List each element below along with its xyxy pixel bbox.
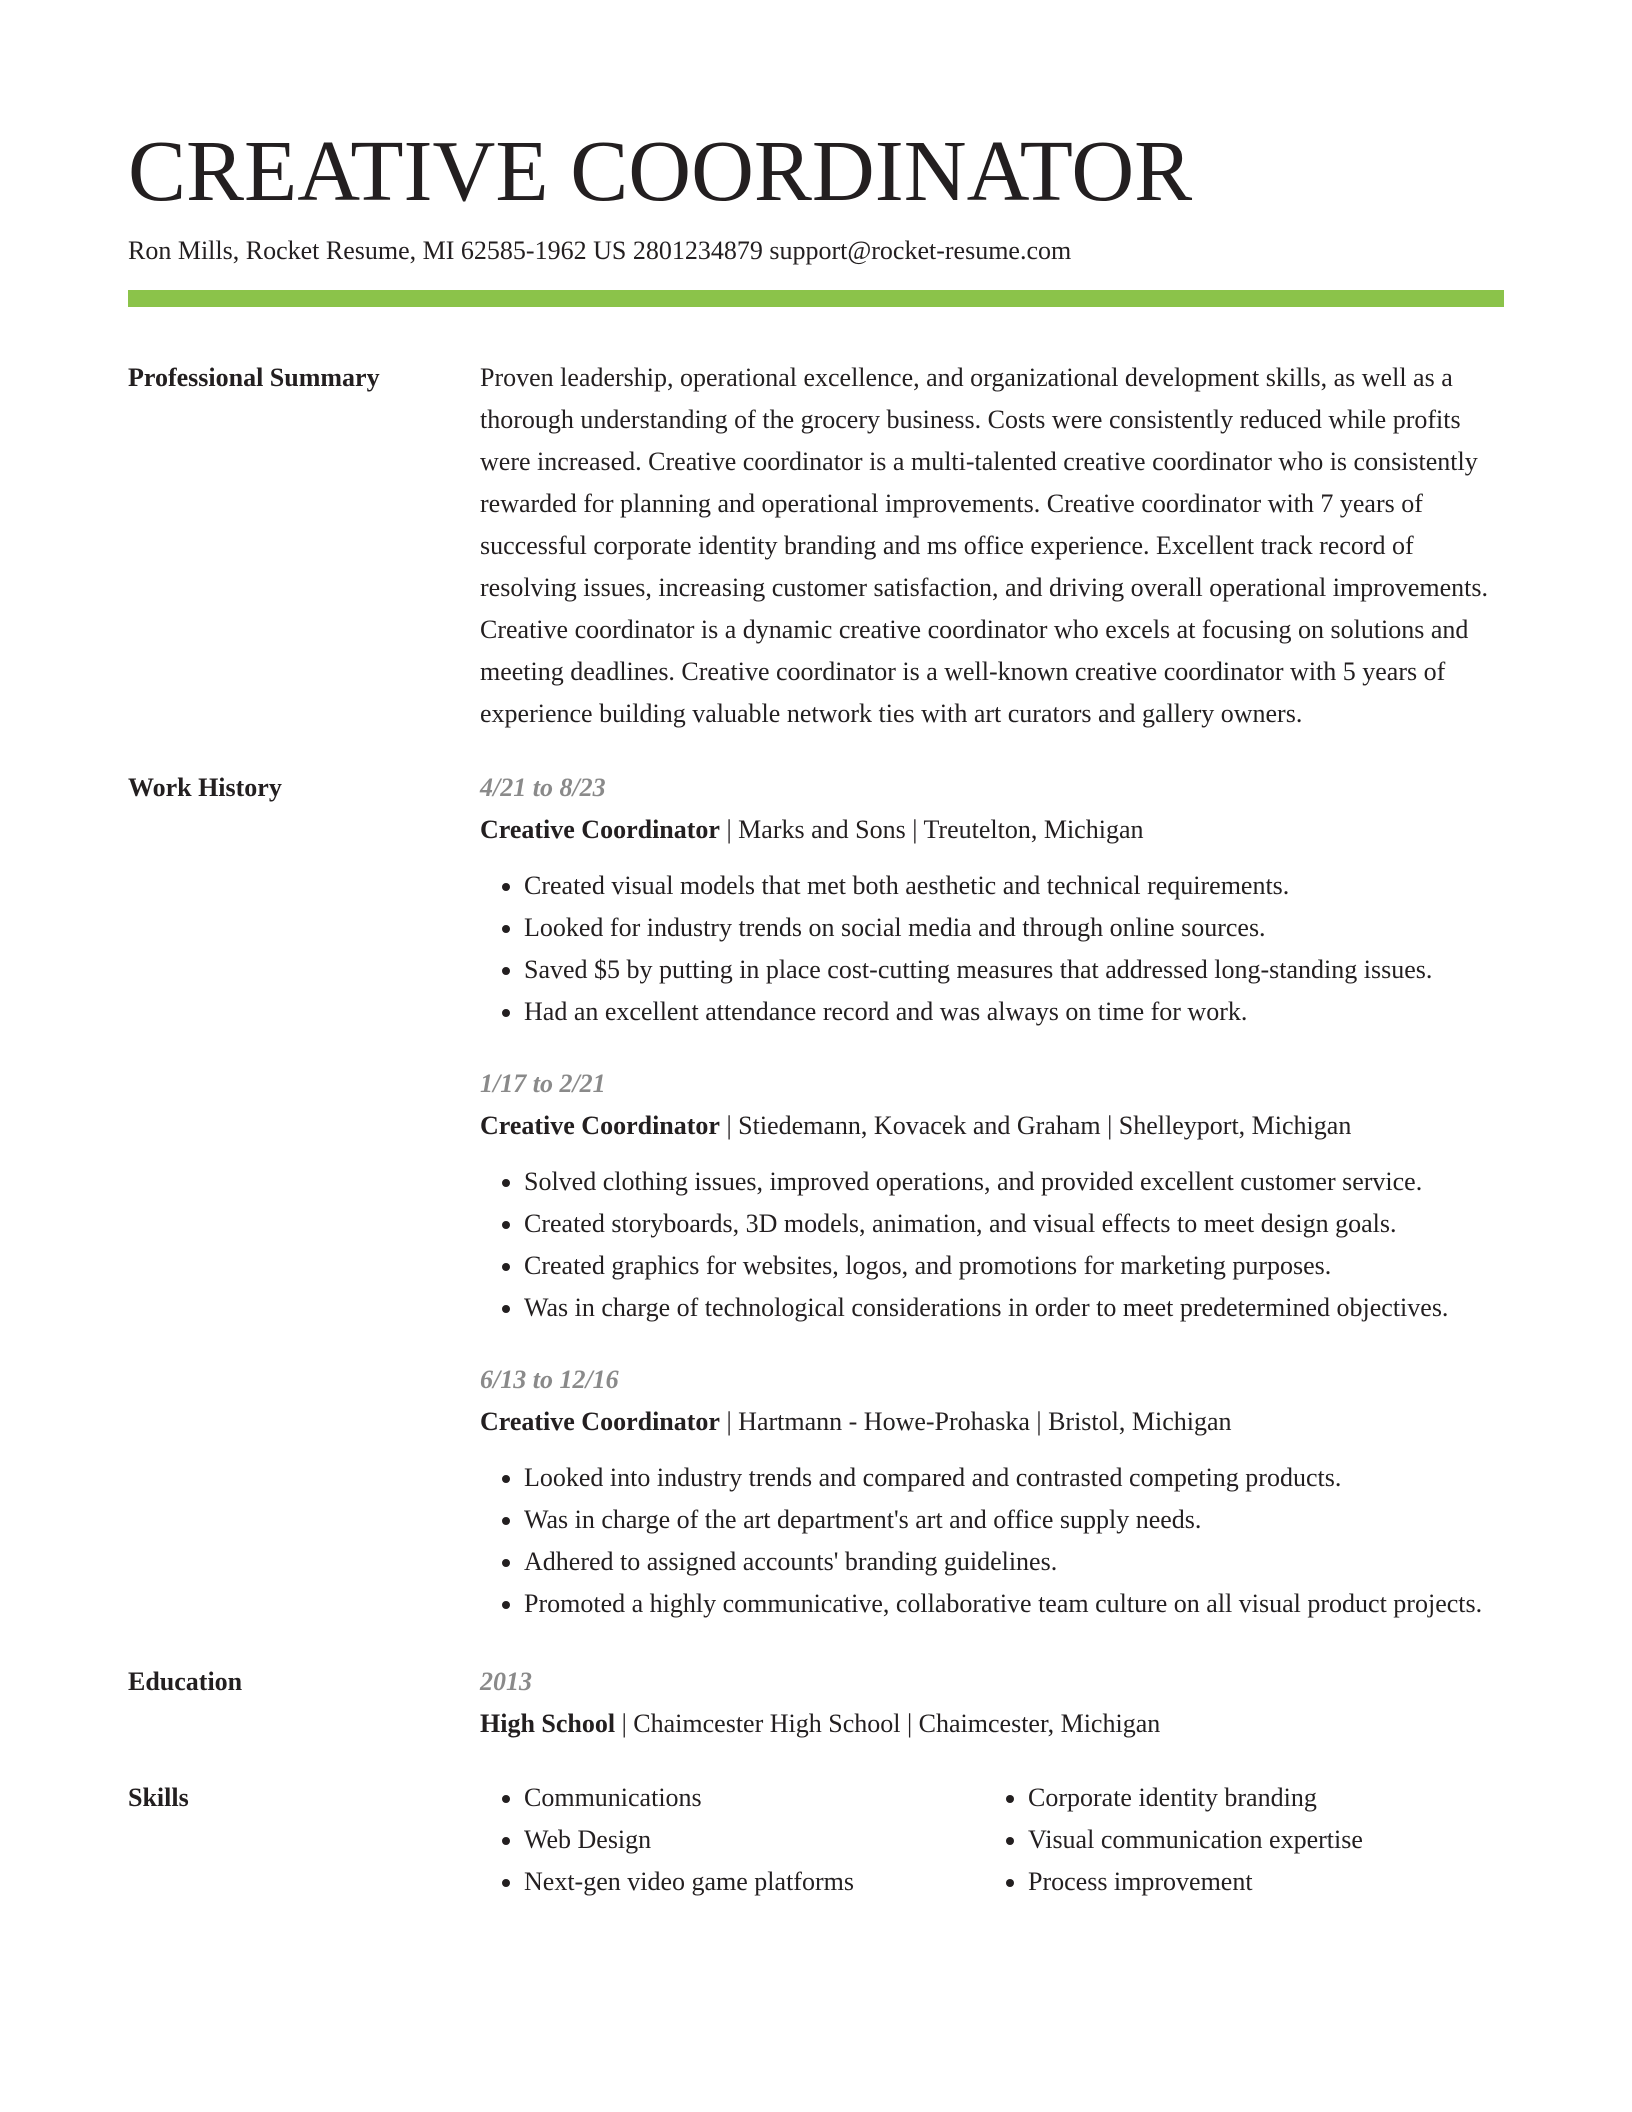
job-position: Creative Coordinator: [480, 1407, 720, 1436]
education-header: [480, 1703, 1504, 1745]
skill-item: • Web Design: [524, 1819, 984, 1861]
skill-item: • Process improvement: [1028, 1861, 1488, 1903]
work-history-section: [128, 767, 1504, 1625]
skill-item: • Visual communication expertise: [1028, 1819, 1488, 1861]
skills-columns: [480, 1777, 1504, 1903]
job-details: | Hartmann - Howe-Prohaska | Bristol, Michigan: [719, 1407, 1232, 1436]
job-dates: 4/21 to 8/23: [480, 773, 606, 802]
education-section: [128, 1661, 1504, 1745]
job-bullet: • Looked into industry trends and compared and contrasted competing products.: [524, 1457, 1504, 1499]
job-bullet: • Saved $5 by putting in place cost-cutting measures that addressed long-standing issues.: [524, 949, 1504, 991]
job-entry: [480, 767, 1504, 1033]
job-dates: 1/17 to 2/21: [480, 1069, 606, 1098]
education-year: 2013: [480, 1667, 532, 1696]
job-bullet: • Solved clothing issues, improved operations, and provided excellent customer service.: [524, 1161, 1504, 1203]
job-header: [480, 1105, 1504, 1147]
job-bullet: • Was in charge of technological considerations in order to meet predetermined objectives.: [524, 1287, 1504, 1329]
job-bullet: • Created visual models that met both aesthetic and technical requirements.: [524, 865, 1504, 907]
job-bullet: • Looked for industry trends on social media and through online sources.: [524, 907, 1504, 949]
education-entry: [480, 1661, 1504, 1745]
summary-heading: Professional Summary: [128, 363, 380, 392]
work-history-heading: Work History: [128, 773, 282, 802]
skills-section: [128, 1777, 1504, 1903]
job-bullet: • Created graphics for websites, logos, and promotions for marketing purposes.: [524, 1245, 1504, 1287]
job-bullet: • Adhered to assigned accounts' branding guidelines.: [524, 1541, 1504, 1583]
contact-line: Ron Mills, Rocket Resume, MI 62585-1962 US 2801234879 support@rocket-resume.com: [128, 236, 1072, 265]
resume-page: [128, 0, 1504, 1903]
education-degree: High School: [480, 1709, 616, 1738]
skills-list: [480, 1777, 1504, 1903]
summary-text: Proven leadership, operational excellence, and organizational development skills, as well as a thorough understanding of the grocery business. Costs were consistently reduced while profits were increased. Creative coordinator is a multi-talented creative coordinator who is consistently rewarded for planning and operational improvements. Creative coordinator with 7 years of successful corporate identity branding and ms office experience. Excellent track record of resolving issues, increasing customer satisfaction, and driving overall operational improvements. Creative coordinator is a dynamic creative coordinator who excels at focusing on solutions and meeting deadlines. Creative coordinator is a well-known creative coordinator with 5 years of experience building valuable network ties with art curators and gallery owners.: [480, 363, 1488, 728]
job-position: Creative Coordinator: [480, 1111, 720, 1140]
skills-column-left: [480, 1777, 984, 1903]
skill-item: • Next-gen video game platforms: [524, 1861, 984, 1903]
job-bullet: • Created storyboards, 3D models, animation, and visual effects to meet design goals.: [524, 1203, 1504, 1245]
work-history-list: [480, 767, 1504, 1625]
job-bullet: • Had an excellent attendance record and was always on time for work.: [524, 991, 1504, 1033]
resume-title: CREATIVE COORDINATOR: [128, 122, 1193, 219]
job-details: | Stiedemann, Kovacek and Graham | Shelleyport, Michigan: [719, 1111, 1352, 1140]
job-dates: 6/13 to 12/16: [480, 1365, 619, 1394]
job-header: [480, 1401, 1504, 1443]
skill-item: • Corporate identity branding: [1028, 1777, 1488, 1819]
job-header: [480, 809, 1504, 851]
job-bullets: [480, 865, 1504, 1033]
job-entry: [480, 1063, 1504, 1329]
job-bullets: [480, 1457, 1504, 1625]
job-bullet: • Promoted a highly communicative, collaborative team culture on all visual product projects.: [524, 1583, 1504, 1625]
skills-heading: Skills: [128, 1783, 189, 1812]
skill-item: • Communications: [524, 1777, 984, 1819]
skills-column-right: [984, 1777, 1488, 1903]
accent-divider: [128, 290, 1504, 307]
job-bullets: [480, 1161, 1504, 1329]
summary-section: [128, 357, 1504, 735]
education-heading: Education: [128, 1667, 243, 1696]
job-details: | Marks and Sons | Treutelton, Michigan: [719, 815, 1144, 844]
job-bullet: • Was in charge of the art department's art and office supply needs.: [524, 1499, 1504, 1541]
job-entry: [480, 1359, 1504, 1625]
education-details: | Chaimcester High School | Chaimcester, Michigan: [615, 1709, 1161, 1738]
job-position: Creative Coordinator: [480, 815, 720, 844]
